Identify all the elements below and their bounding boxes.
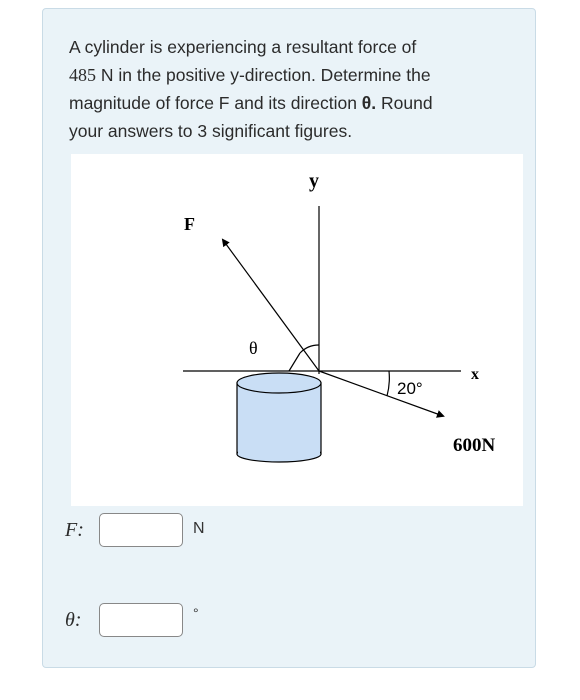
question-line-4: your answers to 3 significant figures. xyxy=(69,121,353,141)
force-diagram xyxy=(71,154,523,506)
force-f-label: F xyxy=(184,214,195,234)
answer-unit-theta: ° xyxy=(193,605,199,621)
force-600n-arrow xyxy=(319,371,443,416)
f-answer-input[interactable] xyxy=(99,513,183,547)
theta-arc-tail xyxy=(289,353,300,371)
theta-answer-input[interactable] xyxy=(99,603,183,637)
cylinder xyxy=(237,373,321,462)
answer-label-f: F: xyxy=(65,519,84,541)
answer-label-theta: θ: xyxy=(65,609,82,631)
question-text xyxy=(69,33,519,145)
force-f-arrow xyxy=(223,240,319,371)
question-line-2: N in the positive y-direction. Determine the xyxy=(96,65,431,85)
question-line-3: magnitude of force F and its direction xyxy=(69,93,362,113)
angle-arc-20 xyxy=(387,371,389,396)
answer-unit-f: N xyxy=(193,520,205,537)
answer-row-f xyxy=(43,513,537,553)
theta-symbol: θ. xyxy=(361,93,377,113)
force-diagram-svg xyxy=(71,154,523,506)
question-line-3b: Round xyxy=(376,93,433,113)
question-line-1: A cylinder is experiencing a resultant force of xyxy=(69,37,417,57)
answer-row-theta xyxy=(43,603,537,643)
y-axis-label: y xyxy=(309,170,319,192)
force-600n-label: 600N xyxy=(453,435,496,456)
x-axis-label: x xyxy=(471,366,479,383)
question-card xyxy=(42,8,536,668)
angle-20-label: 20° xyxy=(397,379,423,398)
resultant-value: 485 xyxy=(69,65,96,85)
theta-label: θ xyxy=(249,338,258,358)
